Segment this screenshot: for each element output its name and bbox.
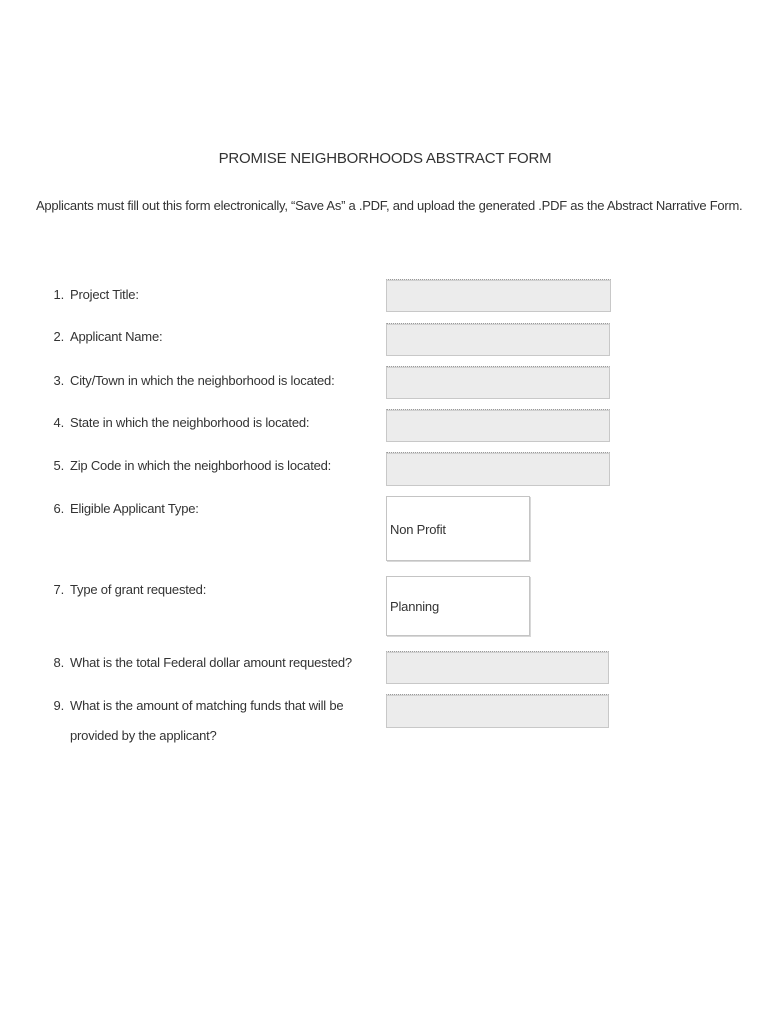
federal-amount-field[interactable] [386, 651, 609, 684]
question-number: 3. [53, 373, 64, 388]
form-instructions: Applicants must fill out this form electronically, “Save As” a .PDF, and upload the generated .PDF as the Abstract Narrative Form. [36, 198, 743, 213]
question-number: 2. [53, 329, 64, 344]
question-label: Type of grant requested: [70, 582, 207, 597]
form-title: PROMISE NEIGHBORHOODS ABSTRACT FORM [218, 150, 552, 167]
question-label: Project Title: [70, 287, 139, 302]
grant-type-select[interactable]: Planning [386, 576, 530, 636]
question-label: City/Town in which the neighborhood is located: [70, 373, 335, 388]
matching-funds-field[interactable] [386, 694, 609, 728]
question-label: State in which the neighborhood is located: [70, 415, 310, 430]
question-label: Zip Code in which the neighborhood is located: [70, 458, 332, 473]
question-number: 5. [53, 458, 64, 473]
project-title-field[interactable] [386, 279, 611, 312]
question-label: What is the amount of matching funds that will be provided by the applicant? [70, 698, 344, 743]
question-label: What is the total Federal dollar amount requested? [70, 655, 352, 670]
question-number: 9. [53, 698, 64, 713]
state-field[interactable] [386, 409, 610, 442]
applicant-type-select[interactable]: Non Profit [386, 496, 530, 561]
question-label: Eligible Applicant Type: [70, 501, 199, 516]
applicant-name-field[interactable] [386, 323, 610, 356]
zip-code-field[interactable] [386, 452, 610, 486]
city-town-field[interactable] [386, 366, 610, 399]
question-number: 6. [53, 501, 64, 516]
question-number: 4. [53, 415, 64, 430]
question-label: Applicant Name: [70, 329, 163, 344]
question-number: 7. [53, 582, 64, 597]
question-number: 1. [53, 287, 64, 302]
question-number: 8. [53, 655, 64, 670]
